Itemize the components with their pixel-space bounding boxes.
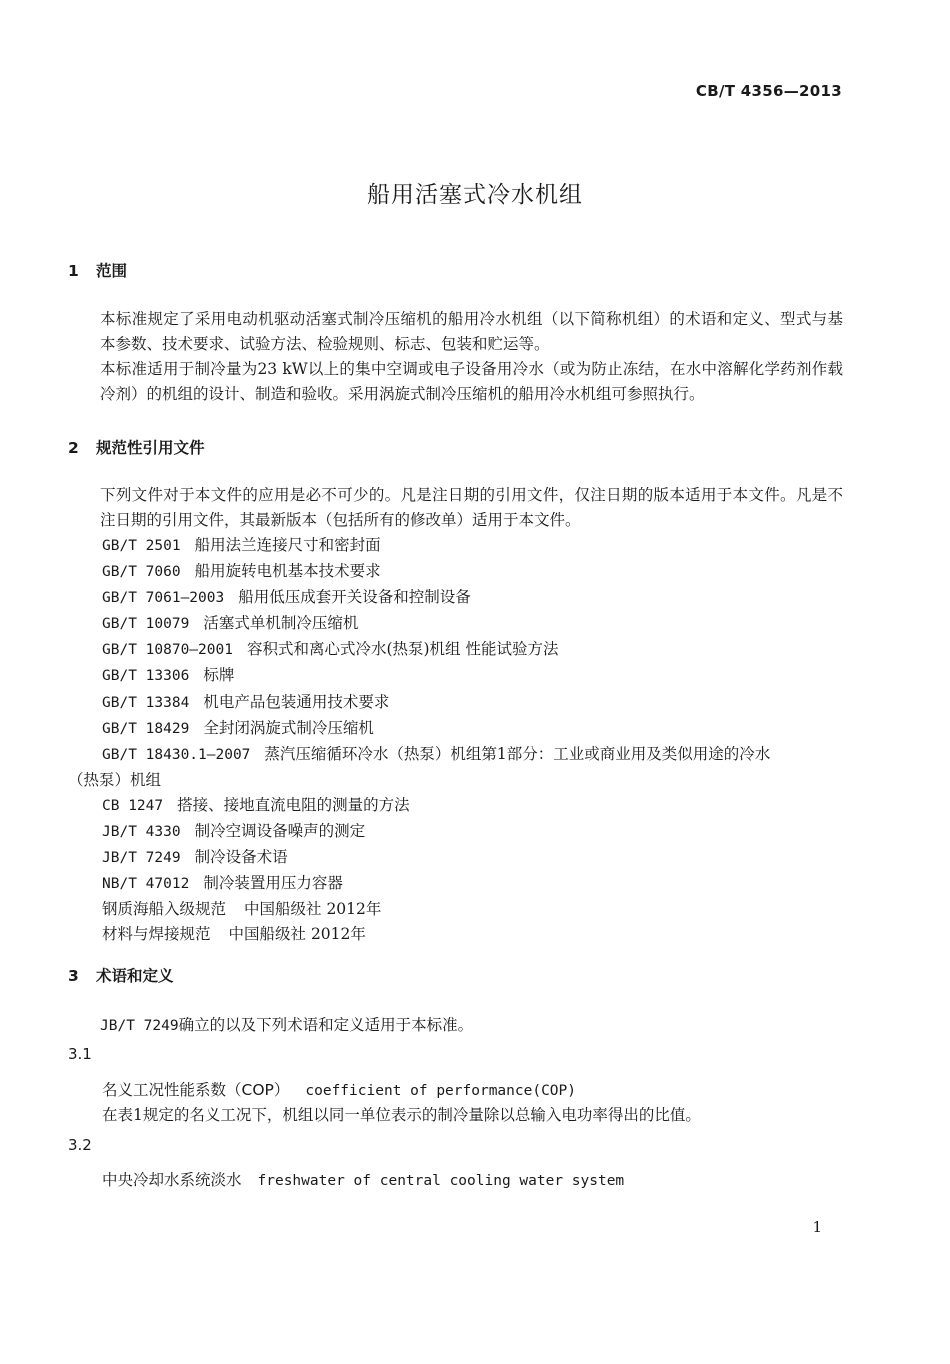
references-intro: 下列文件对于本文件的应用是必不可少的。凡是注日期的引用文件，仅注日期的版本适用于本文件。凡是不注日期的引用文件，其最新版本（包括所有的修改单）适用于本文件。: [100, 486, 843, 529]
reference-item: [68, 690, 848, 716]
reference-item: [68, 559, 848, 585]
reference-code: NB/T 47012: [102, 876, 190, 893]
reference-item: [68, 793, 848, 819]
section-2-heading: [68, 436, 205, 458]
term-chinese: 名义工况性能系数（COP）: [102, 1081, 290, 1099]
scope-paragraph-2: 本标准适用于制冷量为23 kW以上的集中空调或电子设备用冷水（或为防止冻结，在水中溶解化学药剂作载冷剂）的机组的设计、制造和验收。采用涡旋式制冷压缩机的船用冷水机组可参照执行。: [100, 360, 843, 403]
reference-item: [68, 637, 848, 663]
section-number: 1: [68, 262, 79, 280]
term-3-2: [102, 1168, 624, 1190]
reference-title: 全封闭涡旋式制冷压缩机: [203, 718, 374, 737]
reference-code: GB/T 2501: [102, 538, 181, 554]
reference-title: 制冷空调设备噪声的测定: [194, 822, 366, 841]
reference-item: [68, 897, 848, 922]
reference-item: [68, 533, 848, 559]
reference-item: [68, 663, 848, 689]
reference-item: [68, 611, 848, 637]
reference-title: 船用法兰连接尺寸和密封面: [194, 536, 381, 554]
term-3-1-number: 3.1: [68, 1045, 92, 1063]
document-title: 船用活塞式冷水机组: [367, 182, 583, 208]
section-number: 2: [68, 439, 79, 457]
term-3-1-definition: 在表1规定的名义工况下，机组以同一单位表示的制冷量除以总输入电功率得出的比值。: [102, 1106, 701, 1124]
terms-intro-text: 确立的以及下列术语和定义适用于本标准。: [178, 1016, 474, 1034]
section-2-intro: [68, 483, 843, 533]
section-1-paragraphs: [68, 307, 843, 407]
scope-paragraph-1: 本标准规定了采用电动机驱动活塞式制冷压缩机的船用冷水机组（以下简称机组）的术语和定义、型式与基本参数、技术要求、试验方法、检验规则、标志、包装和贮运等。: [100, 310, 843, 353]
term-english: coefficient of performance(COP): [305, 1083, 576, 1099]
reference-item: [68, 585, 848, 611]
reference-title: 船用低压成套开关设备和控制设备: [238, 588, 471, 607]
reference-title: 标牌: [203, 666, 235, 685]
section-1-heading: [68, 259, 127, 281]
term-chinese: 中央冷却水系统淡水: [102, 1171, 242, 1189]
reference-title: 机电产品包装通用技术要求: [203, 692, 390, 711]
reference-item: [68, 716, 848, 742]
term-3-2-number: 3.2: [68, 1136, 92, 1154]
reference-title: 船用旋转电机基本技术要求: [194, 562, 381, 581]
reference-item: [68, 845, 848, 871]
reference-item: [68, 819, 848, 845]
reference-code: GB/T 18430.1—2007: [102, 746, 251, 763]
reference-code: JB/T 7249: [102, 850, 181, 867]
reference-title: 活塞式单机制冷压缩机: [203, 614, 359, 633]
reference-title: 中国船级社 2012年: [228, 925, 366, 944]
section-3-heading: [68, 964, 174, 986]
reference-title: 容积式和离心式冷水(热泵)机组 性能试验方法: [246, 640, 559, 659]
section-title: 规范性引用文件: [96, 439, 205, 457]
reference-title-continuation: （热泵）机组: [68, 770, 162, 789]
reference-code: JB/T 4330: [102, 824, 181, 841]
section-3-intro: [68, 1013, 843, 1039]
reference-title: 搭接、接地直流电阻的测量的方法: [177, 795, 410, 814]
reference-item: [68, 871, 848, 897]
reference-code: GB/T 10079: [102, 616, 190, 633]
page-number: 1: [812, 1218, 822, 1236]
terms-intro-code: JB/T 7249: [100, 1018, 179, 1034]
reference-code: 钢质海船入级规范: [102, 900, 227, 919]
term-3-1: [102, 1078, 576, 1100]
section-title: 范围: [96, 262, 128, 280]
reference-code: 材料与焊接规范: [102, 925, 211, 944]
reference-title: 制冷设备术语: [194, 848, 288, 867]
section-title: 术语和定义: [96, 967, 174, 985]
reference-code: GB/T 18429: [102, 720, 190, 737]
reference-item: [68, 922, 848, 947]
reference-code: CB 1247: [102, 797, 164, 814]
reference-code: GB/T 13384: [102, 694, 190, 711]
reference-title: 制冷装置用压力容器: [203, 874, 343, 893]
reference-code: GB/T 7061—2003: [102, 590, 225, 607]
normative-references-list: [68, 533, 848, 948]
document-code: CB/T 4356—2013: [695, 82, 842, 100]
section-number: 3: [68, 967, 79, 985]
reference-title: 中国船级社 2012年: [244, 900, 382, 919]
reference-code: GB/T 7060: [102, 564, 181, 581]
reference-code: GB/T 13306: [102, 668, 190, 685]
terms-intro: [68, 1013, 843, 1039]
term-english: freshwater of central cooling water system: [257, 1173, 625, 1189]
reference-item: [68, 742, 848, 793]
reference-code: GB/T 10870—2001: [102, 642, 233, 659]
reference-title: 蒸汽压缩循环冷水（热泵）机组第1部分：工业或商业用及类似用途的冷水: [264, 744, 771, 763]
